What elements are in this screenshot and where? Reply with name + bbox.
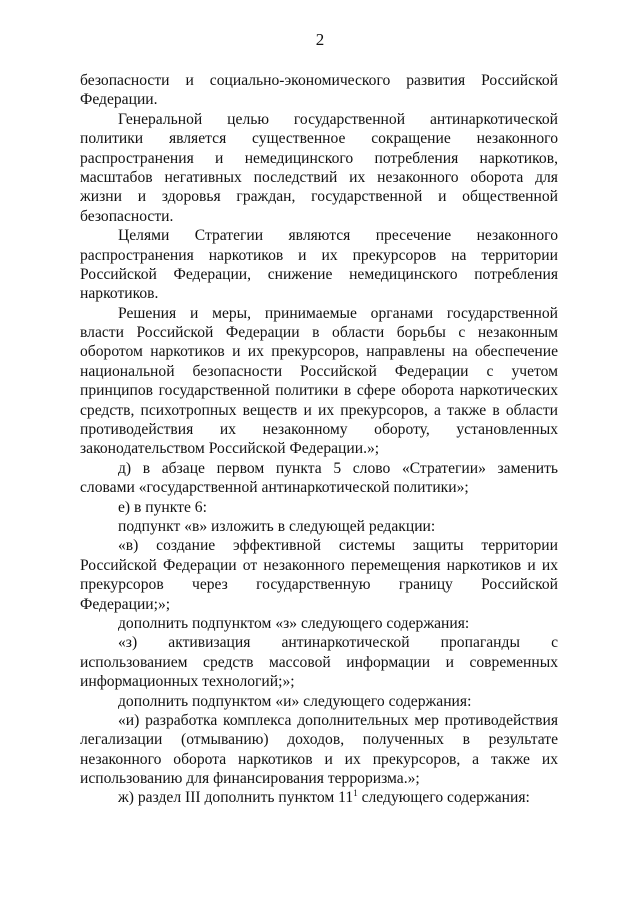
text-line: «з) активизация антинаркотической пропаганды с xyxy=(118,634,558,652)
text-line: распространения наркотиков и их прекурсоров на территории xyxy=(80,246,558,264)
text-line: принципов государственной политики в сфере оборота наркотических xyxy=(80,382,558,400)
text-line: «и) разработка комплекса дополнительных мер противодействия xyxy=(118,711,558,729)
text-line: политики является существенное сокращение незаконного xyxy=(80,130,558,148)
text-line: «в) создание эффективной системы защиты территории xyxy=(118,537,558,555)
text-line: Российской Федерации, снижение немедицинского потребления xyxy=(80,265,558,283)
text-line: власти Российской Федерации в области борьбы с незаконным xyxy=(80,324,558,342)
text-line: Федерации;»; xyxy=(80,595,171,613)
text-line: использованием средств массовой информации и современных xyxy=(80,653,558,671)
text-fragment: следующего содержания: xyxy=(357,789,530,807)
text-line: Решения и меры, принимаемые органами государственной xyxy=(118,304,558,322)
text-line: прекурсоров через государственную границу Российской xyxy=(80,576,558,594)
text-line: информационных технологий;»; xyxy=(80,673,295,691)
text-line: оборотом наркотиков и их прекурсоров, направлены на обеспечение xyxy=(80,343,558,361)
page-number: 2 xyxy=(315,30,325,49)
text-line: законодательством Российской Федерации.»; xyxy=(80,440,380,458)
text-line: безопасности и социально-экономического развития Российской xyxy=(80,72,558,89)
text-line: масштабов негативных последствий их незаконного оборота для xyxy=(80,168,558,186)
document-body xyxy=(80,71,558,808)
text-fragment: ж) раздел III дополнить пунктом 11 xyxy=(118,789,354,807)
text-line: незаконного оборота наркотиков и их прекурсоров, а также их xyxy=(80,750,558,768)
text-line: дополнить подпунктом «з» следующего содержания: xyxy=(118,614,470,632)
text-line: словами «государственной антинаркотической политики»; xyxy=(80,479,469,497)
text-line: легализации (отмыванию) доходов, полученных в результате xyxy=(80,731,558,749)
text-line: жизни и здоровья граждан, государственной и общественной xyxy=(80,188,558,206)
text-line: национальной безопасности Российской Федерации с учетом xyxy=(80,362,558,380)
superscript: 1 xyxy=(353,788,358,799)
text-line: Федерации. xyxy=(80,91,158,109)
text-line: использованию для финансирования терроризма.»; xyxy=(80,770,420,788)
text-line: Целями Стратегии являются пресечение незаконного xyxy=(118,227,558,245)
text-line: средств, психотропных веществ и их прекурсоров, а также в области xyxy=(80,401,558,419)
text-line: Генеральной целью государственной антинаркотической xyxy=(118,110,558,128)
text-line: распространения и немедицинского потребления наркотиков, xyxy=(80,149,558,167)
text-line-last xyxy=(80,788,558,807)
text-line: безопасности. xyxy=(80,207,174,225)
text-line: е) в пункте 6: xyxy=(118,498,207,516)
text-line: наркотиков. xyxy=(80,285,159,303)
text-line: Российской Федерации от незаконного перемещения наркотиков и их xyxy=(80,556,558,574)
text-line: дополнить подпунктом «и» следующего содержания: xyxy=(118,692,472,710)
text-line: д) в абзаце первом пункта 5 слово «Стратегии» заменить xyxy=(118,459,558,477)
text-line: подпункт «в» изложить в следующей редакции: xyxy=(118,517,436,535)
text-line: противодействия их незаконному обороту, установленных xyxy=(80,421,558,439)
